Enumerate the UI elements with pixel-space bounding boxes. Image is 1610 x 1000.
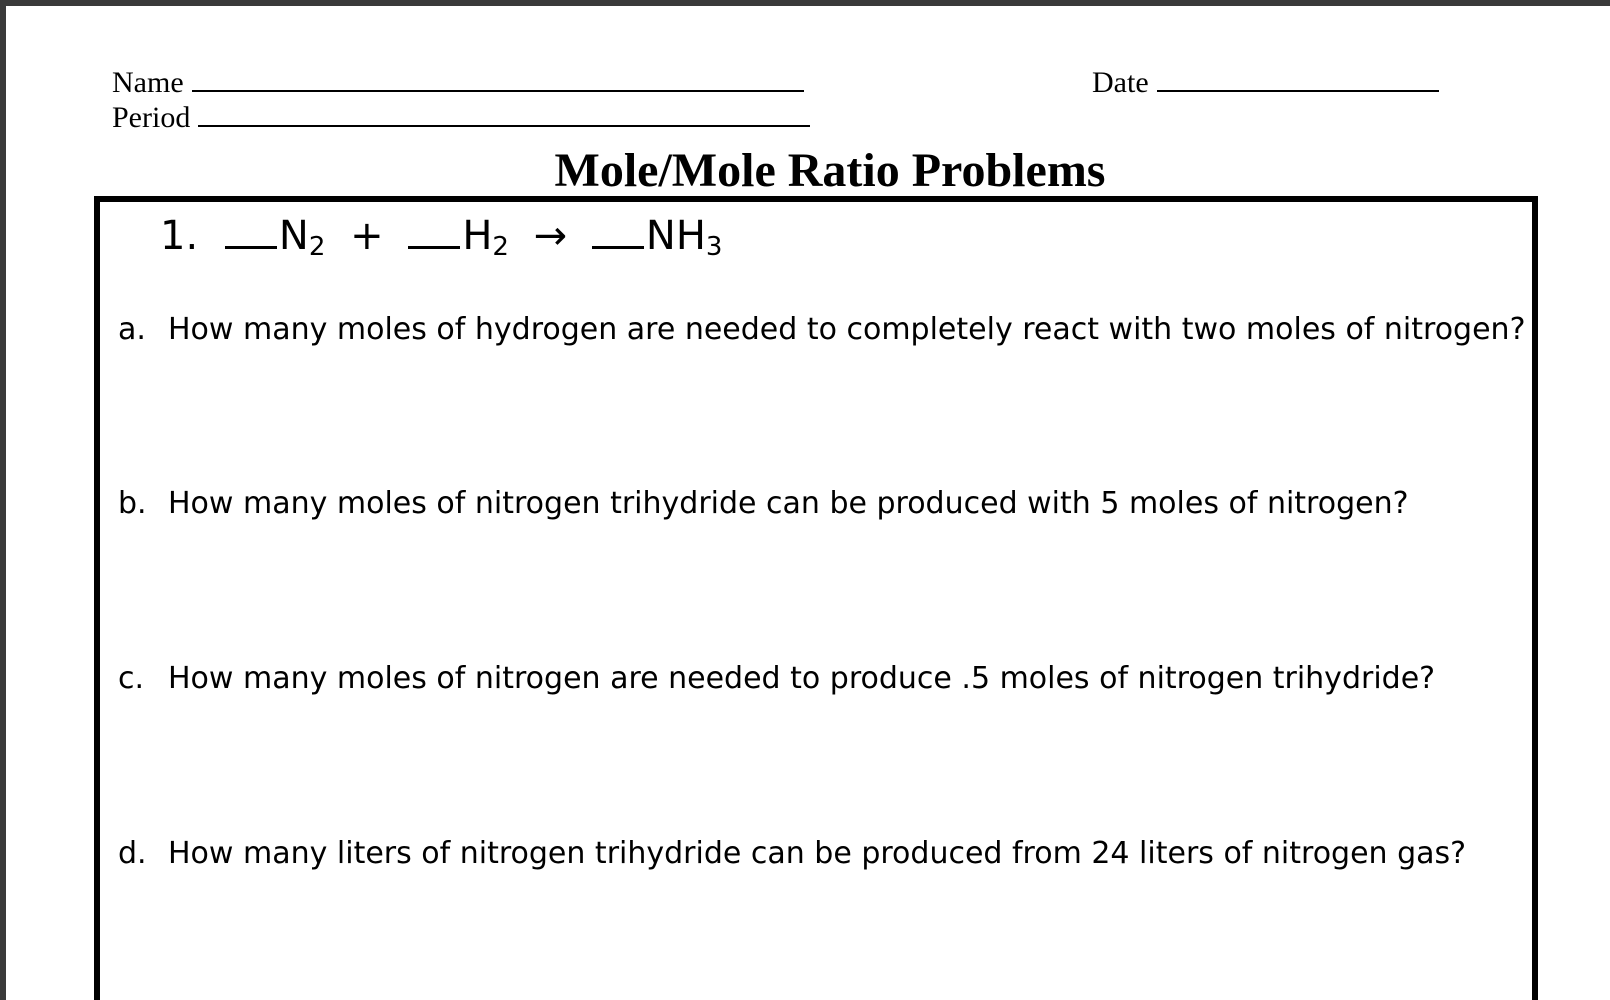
period-field[interactable] (112, 101, 810, 135)
product-nh-subscript: 3 (705, 232, 723, 262)
window-frame-top (0, 0, 1610, 6)
question-text: How many liters of nitrogen trihydride can be produced from 24 liters of nitrogen gas? (168, 836, 1467, 871)
name-blank[interactable] (192, 66, 804, 92)
coefficient-blank-nh3[interactable] (592, 210, 644, 249)
name-label: Name (112, 66, 184, 99)
question-d (118, 836, 1466, 872)
question-b (118, 486, 1409, 522)
question-a (118, 312, 1526, 348)
plus-sign: + (350, 213, 384, 259)
reactant-n: N (278, 213, 309, 259)
reactant-h-subscript: 2 (492, 232, 509, 262)
date-field[interactable] (1092, 66, 1439, 100)
date-blank[interactable] (1157, 66, 1439, 92)
arrow-icon: → (533, 213, 568, 259)
coefficient-blank-n2[interactable] (225, 210, 277, 249)
question-c (118, 661, 1435, 697)
question-text: How many moles of hydrogen are needed to completely react with two moles of nitrogen? (168, 312, 1526, 347)
product-nh: NH (645, 213, 706, 259)
question-text: How many moles of nitrogen trihydride can be produced with 5 moles of nitrogen? (168, 486, 1409, 521)
period-label: Period (112, 101, 191, 134)
page-title: Mole/Mole Ratio Problems (554, 144, 1106, 197)
date-label: Date (1092, 66, 1149, 99)
question-text: How many moles of nitrogen are needed to produce .5 moles of nitrogen trihydride? (168, 661, 1436, 696)
reactant-h: H (462, 213, 493, 259)
question-letter: b. (118, 486, 147, 521)
problem-number: 1. (160, 213, 199, 259)
chemical-equation (160, 210, 722, 272)
question-letter: a. (118, 312, 146, 347)
name-field[interactable] (112, 66, 804, 100)
question-letter: c. (118, 661, 145, 696)
period-blank[interactable] (198, 101, 810, 127)
coefficient-blank-h2[interactable] (408, 210, 460, 249)
question-letter: d. (118, 836, 147, 871)
reactant-n-subscript: 2 (308, 232, 326, 262)
